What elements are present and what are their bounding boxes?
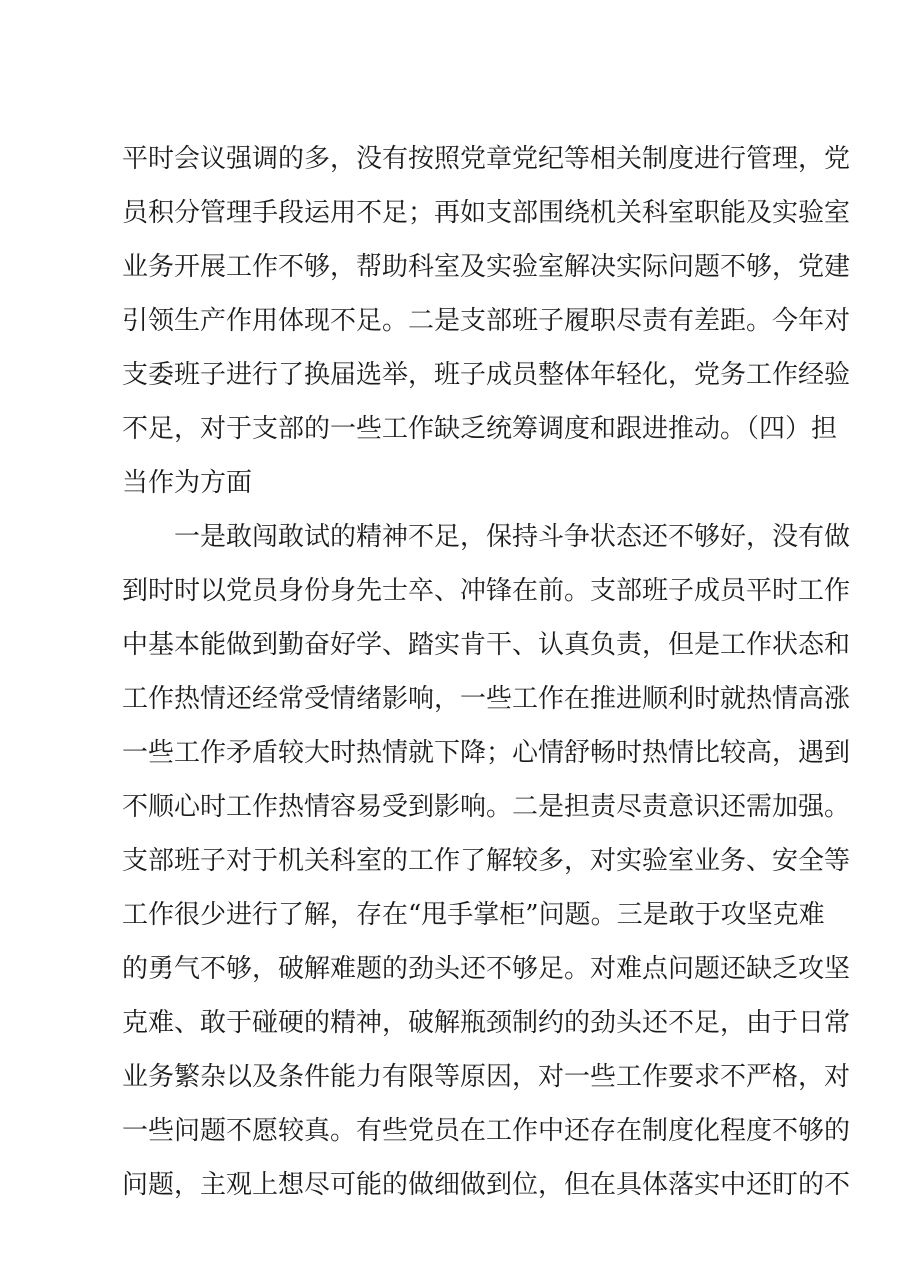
text-line: 问题，主观上想尽可能的做细做到位，但在具体落实中还盯的不 [122,1170,851,1200]
text-line: 到时时以党员身份身先士卒、冲锋在前。支部班子成员平时工作 [122,576,851,606]
text-line: 引领生产作用体现不足。二是支部班子履职尽责有差距。今年对 [122,306,851,336]
text-line: 一些工作矛盾较大时热情就下降；心情舒畅时热情比较高，遇到 [122,738,851,768]
text-line: 支部班子对于机关科室的工作了解较多，对实验室业务、安全等 [122,846,851,876]
text-line: 工作很少进行了解，存在“甩手掌柜”问题。三是敢于攻坚克难 [122,900,825,930]
text-line: 一些问题不愿较真。有些党员在工作中还存在制度化程度不够的 [122,1116,851,1146]
text-line: 克难、敢于碰硬的精神，破解瓶颈制约的劲头还不足，由于日常 [122,1008,851,1038]
text-line: 业务开展工作不够，帮助科室及实验室解决实际问题不够，党建 [122,252,851,282]
text-line: 的勇气不够，破解难题的劲头还不够足。对难点问题还缺乏攻坚 [122,954,851,984]
text-line: 工作热情还经常受情绪影响，一些工作在推进顺利时就热情高涨 [122,684,851,714]
text-line: 不足，对于支部的一些工作缺乏统筹调度和跟进推动。（四）担 [122,414,838,444]
text-line: 业务繁杂以及条件能力有限等原因，对一些工作要求不严格，对 [122,1062,851,1092]
text-line: 一是敢闯敢试的精神不足，保持斗争状态还不够好，没有做 [122,522,851,552]
text-line: 当作为方面 [122,468,253,498]
text-line: 中基本能做到勤奋好学、踏实肯干、认真负责，但是工作状态和 [122,630,851,660]
document-body [122,139,851,1219]
text-line: 不顺心时工作热情容易受到影响。二是担责尽责意识还需加强。 [122,792,851,822]
text-line: 平时会议强调的多，没有按照党章党纪等相关制度进行管理，党 [122,144,851,174]
text-line: 支委班子进行了换届选举，班子成员整体年轻化，党务工作经验 [122,360,851,390]
text-line: 员积分管理手段运用不足；再如支部围绕机关科室职能及实验室 [122,198,851,228]
